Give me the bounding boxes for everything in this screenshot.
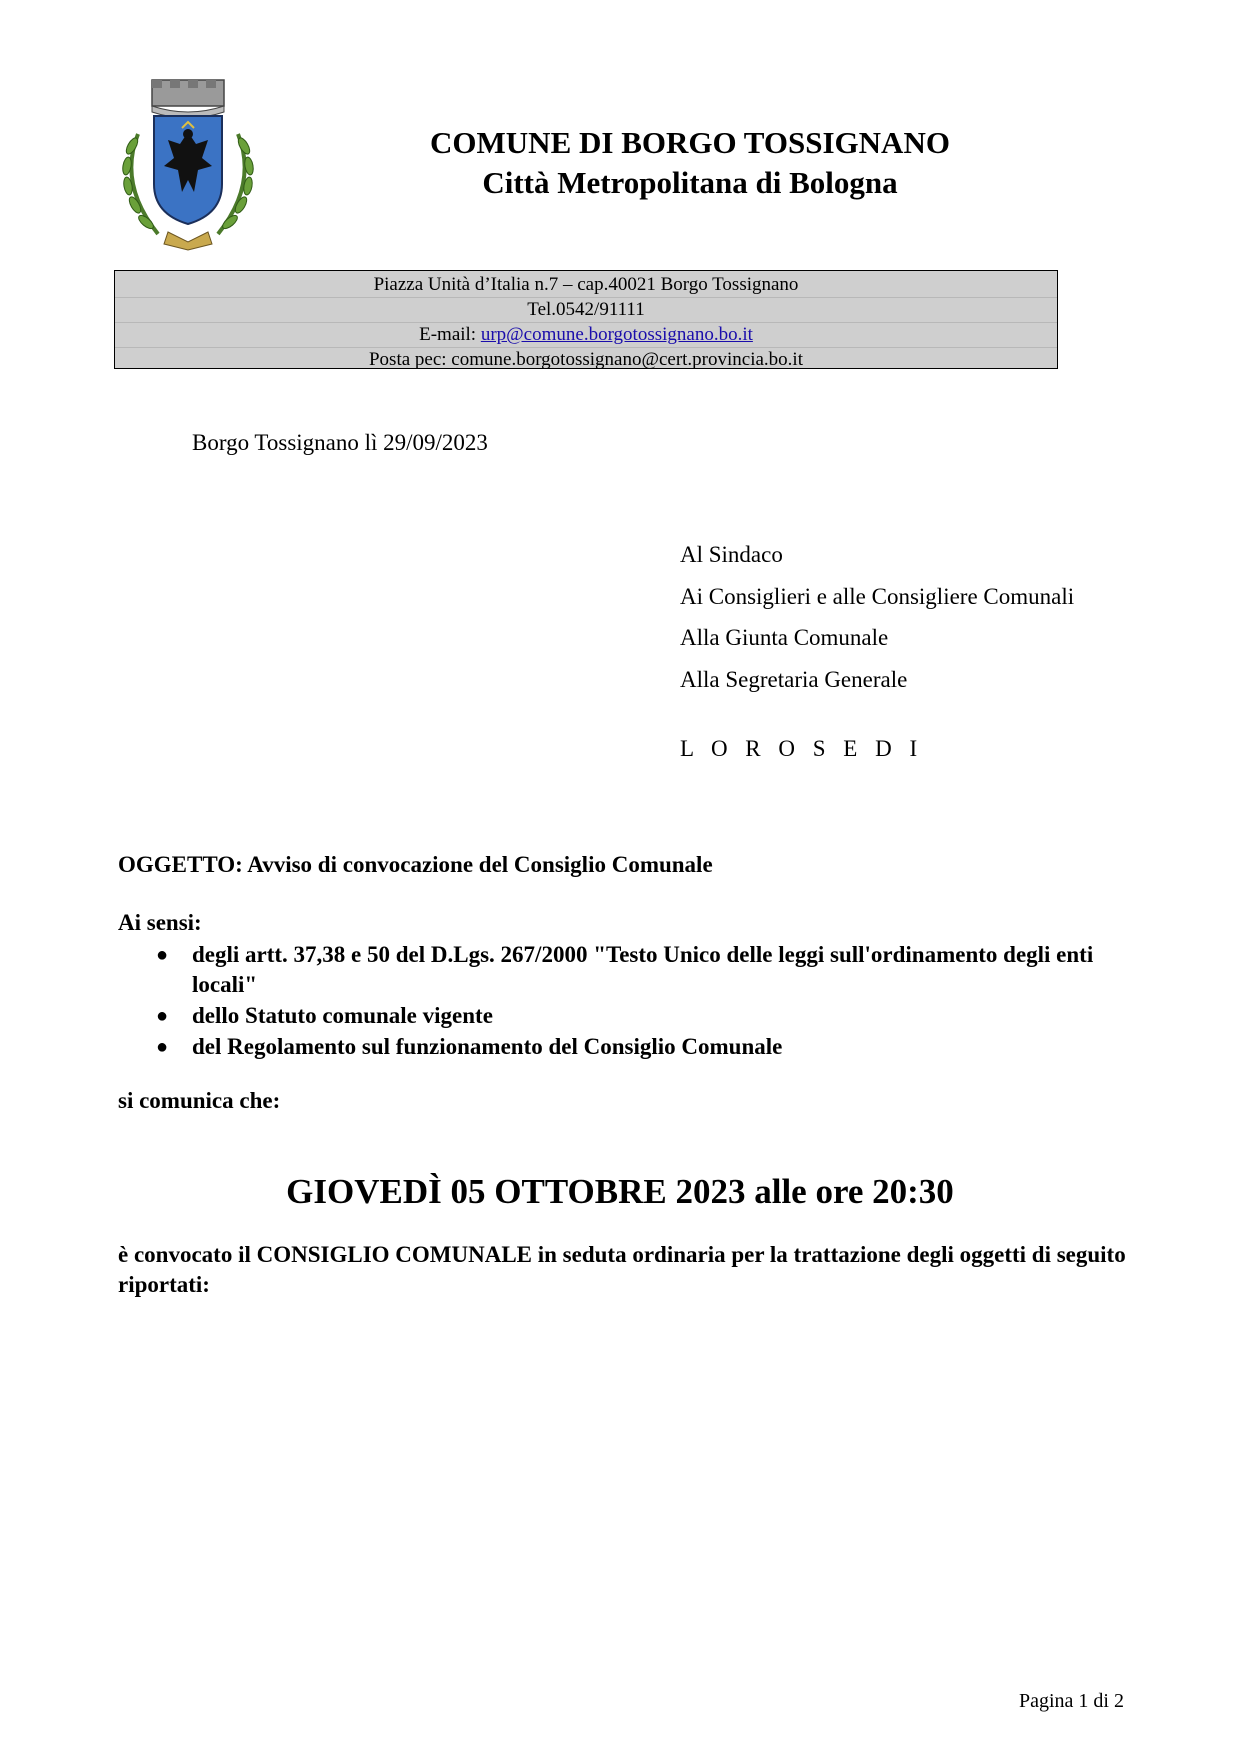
contact-info-box (114, 270, 1058, 369)
place-date-line: Borgo Tossignano lì 29/09/2023 (192, 430, 488, 455)
si-comunica-line: si comunica che: (118, 1088, 281, 1113)
list-item-text: del Regolamento sul funzionamento del Consiglio Comunale (192, 1034, 783, 1059)
bullet-icon: ● (156, 1005, 169, 1027)
coat-of-arms-icon (118, 74, 258, 254)
list-item (150, 940, 1110, 1000)
email-link[interactable]: urp@comune.borgotossignano.bo.it (480, 324, 753, 345)
email-label: E-mail: (419, 324, 481, 345)
list-item (150, 1001, 1110, 1031)
municipality-title: COMUNE DI BORGO TOSSIGNANO (430, 125, 950, 160)
subject-line: OGGETTO: Avviso di convocazione del Consiglio Comunale (118, 852, 713, 877)
recipients-list (680, 540, 1074, 706)
ai-sensi-heading: Ai sensi: (118, 910, 202, 935)
list-item (150, 1032, 1110, 1062)
pec-line: Posta pec: comune.borgotossignano@cert.provincia.bo.it (368, 349, 803, 370)
recipient-item: Alla Segretaria Generale (680, 666, 908, 692)
email-line (115, 323, 1057, 348)
recipient-item: Alla Giunta Comunale (680, 625, 889, 650)
bullet-icon: ● (156, 944, 169, 966)
bullet-icon: ● (156, 1036, 169, 1058)
list-item-text: dello Statuto comunale vigente (192, 1003, 493, 1028)
legal-references-list (150, 940, 1110, 1063)
list-item-text: degli artt. 37,38 e 50 del D.Lgs. 267/2000 "Testo Unico delle leggi sull'ordinamento degli enti locali" (192, 942, 1094, 997)
phone-line: Tel.0542/91111 (115, 298, 1057, 323)
meeting-date-heading: GIOVEDÌ 05 OTTOBRE 2023 alle ore 20:30 (286, 1172, 954, 1211)
recipient-item: Al Sindaco (680, 542, 783, 567)
recipient-item: Ai Consiglieri e alle Consigliere Comunali (680, 583, 1075, 609)
convocation-statement: è convocato il CONSIGLIO COMUNALE in seduta ordinaria per la trattazione degli oggetti di seguito riportati: (118, 1242, 1126, 1297)
page-number: Pagina 1 di 2 (1019, 1690, 1124, 1712)
address-line: Piazza Unità d’Italia n.7 – cap.40021 Borgo Tossignano (115, 273, 1057, 298)
metropolitan-city-subtitle: Città Metropolitana di Bologna (482, 165, 898, 200)
loro-sedi: L O R O S E D I (680, 736, 924, 761)
